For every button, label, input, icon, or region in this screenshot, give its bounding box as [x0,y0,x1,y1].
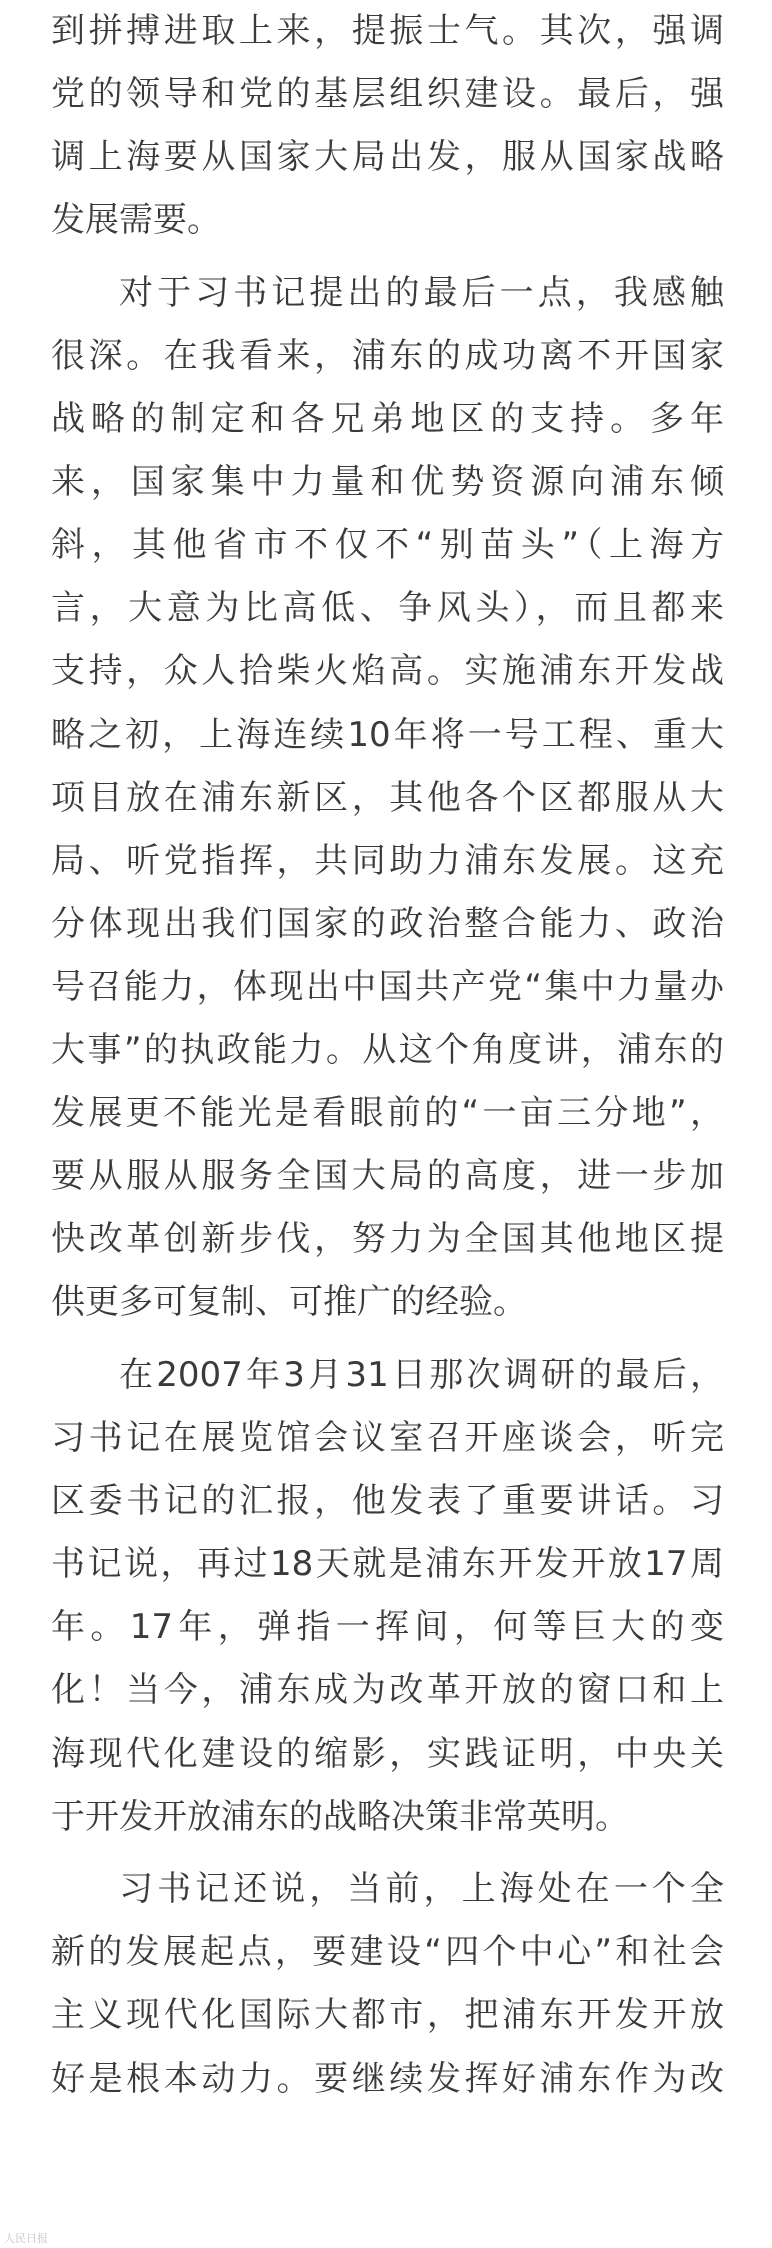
paragraph-3 [51,1344,724,1849]
text-line: 好是根本动力。要继续发挥好浦东作为改 [51,2058,724,2099]
text-line: 发展需要。 [51,200,221,241]
text-line: 党的领导和党的基层组织建设。最后，强 [51,74,724,115]
text-line: 快改革创新步伐，努力为全国其他地区提 [51,1219,724,1260]
text-line: 新的发展起点，要建设“四个中心”和社会 [51,1932,724,1973]
text-line: 化！当今，浦东成为改革开放的窗口和上 [51,1670,724,1711]
text-line: 大事”的执政能力。从这个角度讲，浦东的 [51,1030,724,1070]
paragraph-4 [51,1858,724,2110]
text-line: 习书记还说，当前，上海处在一个全 [119,1869,724,1910]
text-line: 区委书记的汇报，他发表了重要讲话。习 [51,1481,724,1522]
text-line: 斜，其他省市不仅不“别苗头”（上海方 [51,525,724,566]
paragraph-2 [51,262,724,1335]
text-line: 海现代化建设的缩影，实践证明，中央关 [51,1733,724,1774]
text-line: 来，国家集中力量和优势资源向浦东倾 [51,462,724,503]
paragraph-1 [51,0,724,252]
text-line: 供更多可复制、可推广的经验。 [51,1282,527,1323]
text-line: 号召能力，体现出中国共产党“集中力量办 [51,966,724,1007]
text-line: 很深。在我看来，浦东的成功离不开国家 [51,335,724,376]
text-line: 习书记在展览馆会议室召开座谈会，听完 [51,1418,724,1459]
text-line: 分体现出我们国家的政治整合能力、政治 [51,903,724,944]
text-line: 项目放在浦东新区，其他各个区都服从大 [51,777,724,818]
text-line: 在2007年3月31日那次调研的最后， [119,1354,724,1395]
text-line: 书记说，再过18天就是浦东开发开放17周 [51,1544,724,1585]
text-line: 到拼搏进取上来，提振士气。其次，强调 [51,11,724,51]
text-line: 战略的制定和各兄弟地区的支持。多年 [51,399,724,440]
text-line: 于开发开放浦东的战略决策非常英明。 [51,1796,629,1837]
text-line: 对于习书记提出的最后一点，我感触 [119,272,724,313]
text-line: 局、听党指挥，共同助力浦东发展。这充 [51,840,724,881]
text-line: 要从服从服务全国大局的高度，进一步加 [51,1156,724,1197]
watermark [4,2230,48,2246]
text-line: 年。17年，弹指一挥间，何等巨大的变 [51,1607,724,1648]
text-line: 调上海要从国家大局出发，服从国家战略 [51,137,724,178]
text-line: 言，大意为比高低、争风头），而且都来 [51,588,724,629]
text-line: 略之初，上海连续10年将一号工程、重大 [51,714,724,755]
text-line: 发展更不能光是看眼前的“一亩三分地”， [51,1093,724,1134]
watermark-text: 人民日报 [4,2232,48,2245]
text-line: 支持，众人拾柴火焰高。实施浦东开发战 [51,651,724,692]
text-line: 主义现代化国际大都市，把浦东开发开放 [51,1995,724,2036]
